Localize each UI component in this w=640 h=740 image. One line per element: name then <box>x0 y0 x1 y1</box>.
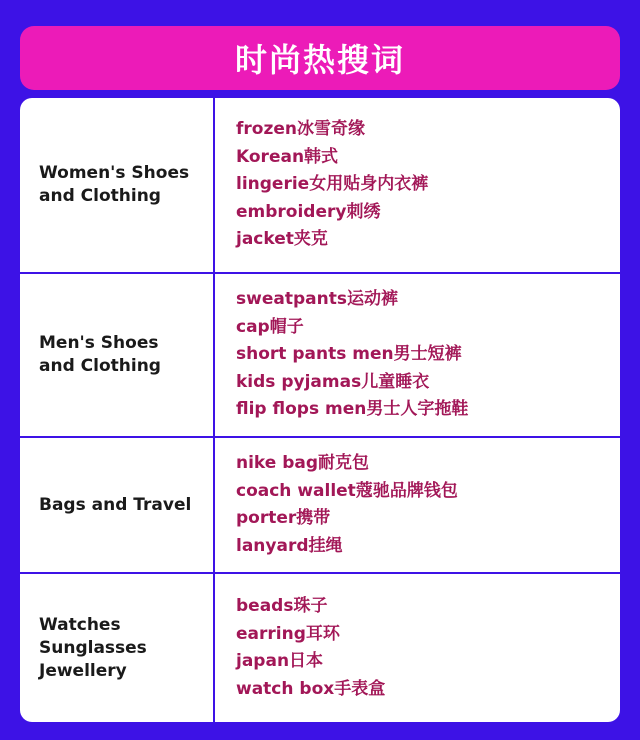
keyword-item: porter携带 <box>236 508 331 528</box>
keyword-item: japan日本 <box>236 651 324 671</box>
keyword-item: embroidery刺绣 <box>236 201 381 222</box>
keyword-table <box>20 98 620 722</box>
table-row-mens <box>20 272 620 436</box>
keyword-item: earring耳环 <box>236 623 340 644</box>
keyword-item: lingerie女用贴身内衣裤 <box>236 174 429 195</box>
page-title: 时尚热搜词 <box>234 41 405 79</box>
category-label: Women's Shoes and Clothing <box>39 163 190 206</box>
keyword-item: cap帽子 <box>236 316 304 337</box>
keyword-item: kids pyjamas儿童睡衣 <box>236 371 430 392</box>
keyword-item: jacket夹克 <box>236 229 328 250</box>
table-row-womens <box>20 98 620 272</box>
keyword-item: watch box手表盒 <box>236 678 386 699</box>
table-row-bags <box>20 436 620 572</box>
keyword-list <box>215 574 620 722</box>
keyword-item: nike bag耐克包 <box>236 453 370 473</box>
keyword-item: coach wallet蔻驰品牌钱包 <box>236 480 458 501</box>
keyword-list <box>215 98 620 272</box>
title-banner <box>20 26 620 90</box>
category-cell <box>20 438 215 572</box>
keyword-item: sweatpants运动裤 <box>236 289 398 310</box>
keyword-item: short pants men男士短裤 <box>236 344 462 365</box>
keyword-item: flip flops men男士人字拖鞋 <box>236 399 469 420</box>
keyword-list <box>215 438 620 572</box>
category-cell <box>20 274 215 436</box>
category-cell <box>20 574 215 722</box>
keyword-item: frozen冰雪奇缘 <box>236 119 365 140</box>
keyword-item: Korean韩式 <box>236 146 339 167</box>
category-label: Men's Shoes and Clothing <box>39 333 161 376</box>
category-label: Watches Sunglasses Jewellery <box>39 614 147 681</box>
category-label: Bags and Travel <box>39 494 192 515</box>
table-row-watches <box>20 572 620 722</box>
keyword-item: beads珠子 <box>236 596 328 616</box>
keyword-item: lanyard挂绳 <box>236 535 343 556</box>
keyword-list <box>215 274 620 436</box>
category-cell <box>20 98 215 272</box>
